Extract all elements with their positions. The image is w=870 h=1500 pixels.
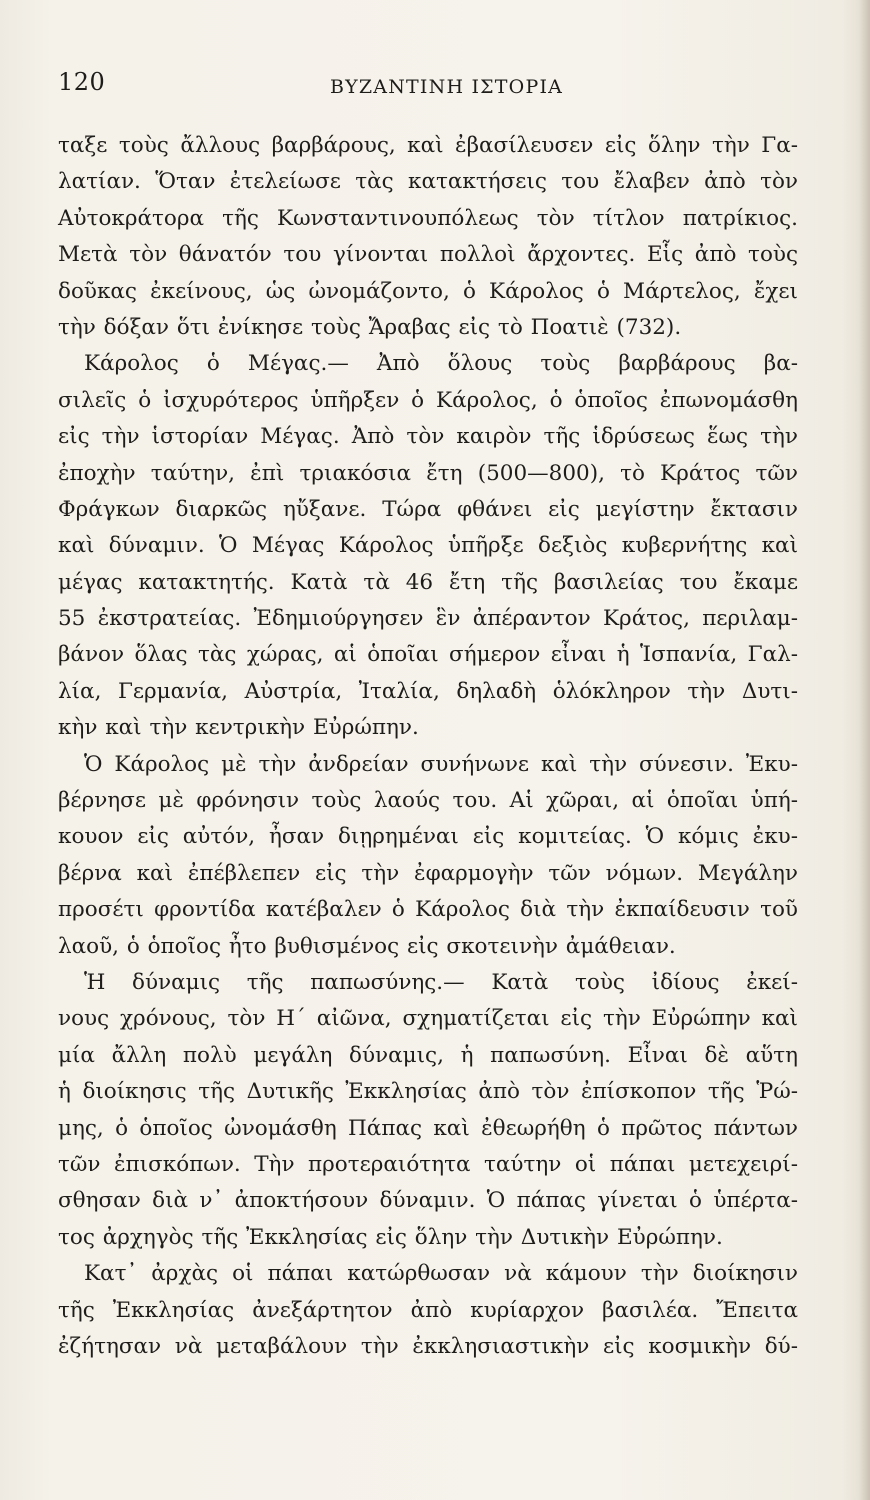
text-line: Κατ᾽ ἀρχὰς οἱ πάπαι κατώρθωσαν νὰ κάμουν τὴν διοίκησιν [84,1261,798,1287]
running-title: ΒΥΖΑΝΤΙΝΗ ΙΣΤΟΡΙΑ [330,76,564,98]
text-line: ἡ διοίκησις τῆς Δυτικῆς Ἐκκλησίας ἀπὸ τὸν ἐπίσκοπον τῆς Ῥώ- [58,1079,798,1105]
text-line: καὶ δύναμιν. Ὁ Μέγας Κάρολος ὑπῆρξε δεξιὸς κυβερνήτης καὶ [58,533,798,559]
text-line: τος ἀρχηγὸς τῆς Ἐκκλησίας εἰς ὅλην τὴν Δυτικὴν Εὐρώπην. [58,1224,723,1250]
text-line: προσέτι φροντίδα κατέβαλεν ὁ Κάρολος διὰ τὴν ἐκπαίδευσιν τοῦ [58,897,798,923]
text-line: 55 ἐκστρατείας. Ἐδημιούργησεν ἓν ἀπέραντον Κράτος, περιλαμ- [58,606,798,632]
text-line: ἐποχὴν ταύτην, ἐπὶ τριακόσια ἔτη (500—800), τὸ Κράτος τῶν [58,460,798,486]
text-line: τῶν ἐπισκόπων. Τὴν προτεραιότητα ταύτην οἱ πάπαι μετεχειρί- [58,1151,798,1177]
text-line: βέρνα καὶ ἐπέβλεπεν εἰς τὴν ἐφαρμογὴν τῶν νόμων. Μεγάλην [58,860,798,886]
page-edge-shadow [842,0,870,1500]
text-line: Φράγκων διαρκῶς ηὔξανε. Τώρα φθάνει εἰς μεγίστην ἔκτασιν [58,496,798,522]
text-line: δοῦκας ἐκείνους, ὡς ὠνομάζοντο, ὁ Κάρολος ὁ Μάρτελος, ἔχει [58,278,798,304]
text-line: τῆς Ἐκκλησίας ἀνεξάρτητον ἀπὸ κυρίαρχον βασιλέα. Ἔπειτα [58,1297,798,1323]
text-line: μης, ὁ ὁποῖος ὠνομάσθη Πάπας καὶ ἐθεωρήθη ὁ πρῶτος πάντων [58,1115,798,1141]
text-line: μέγας κατακτητής. Κατὰ τὰ 46 ἔτη τῆς βασιλείας του ἔκαμε [58,569,798,595]
text-line: μία ἄλλη πολὺ μεγάλη δύναμις, ἡ παπωσύνη. Εἶναι δὲ αὕτη [58,1042,798,1068]
text-line: Κάρολος ὁ Μέγας.— Ἀπὸ ὅλους τοὺς βαρβάρους βα- [84,351,798,377]
text-line: Μετὰ τὸν θάνατόν του γίνονται πολλοὶ ἄρχοντες. Εἷς ἀπὸ τοὺς [58,242,798,268]
text-line: σθησαν διὰ ν᾽ ἀποκτήσουν δύναμιν. Ὁ πάπας γίνεται ὁ ὑπέρτα- [58,1188,798,1214]
text-line: λία, Γερμανία, Αὐστρία, Ἰταλία, δηλαδὴ ὁλόκληρον τὴν Δυτι- [58,678,798,704]
text-line: τὴν δόξαν ὅτι ἐνίκησε τοὺς Ἄραβας εἰς τὸ Ποατιὲ (732). [58,314,682,340]
text-line: νους χρόνους, τὸν Η´ αἰῶνα, σχηματίζεται εἰς τὴν Εὐρώπην καὶ [58,1006,798,1032]
text-line: σιλεῖς ὁ ἰσχυρότερος ὑπῆρξεν ὁ Κάρολος, ὁ ὁποῖος ἐπωνομάσθη [58,387,798,413]
text-line: κουον εἰς αὐτόν, ἦσαν διῃρημέναι εἰς κομιτείας. Ὁ κόμις ἐκυ- [58,824,798,850]
text-line: κὴν καὶ τὴν κεντρικὴν Εὐρώπην. [58,715,419,741]
text-line: λαοῦ, ὁ ὁποῖος ἦτο βυθισμένος εἰς σκοτεινὴν ἀμάθειαν. [58,933,676,959]
text-line: Ἡ δύναμις τῆς παπωσύνης.— Κατὰ τοὺς ἰδίους ἐκεί- [84,969,798,995]
page-header [58,68,798,108]
text-line: Αὐτοκράτορα τῆς Κωνσταντινουπόλεως τὸν τίτλον πατρίκιος. [58,205,798,231]
text-line: Ὁ Κάρολος μὲ τὴν ἀνδρείαν συνήνωνε καὶ τὴν σύνεσιν. Ἐκυ- [84,751,798,777]
page-number: 120 [58,68,106,96]
body-text [58,128,798,1365]
text-line: βάνον ὅλας τὰς χώρας, αἱ ὁποῖαι σήμερον εἶναι ἡ Ἱσπανία, Γαλ- [58,642,798,668]
text-line: ταξε τοὺς ἄλλους βαρβάρους, καὶ ἐβασίλευσεν εἰς ὅλην τὴν Γα- [58,133,798,158]
text-line: λατίαν. Ὅταν ἐτελείωσε τὰς κατακτήσεις του ἔλαβεν ἀπὸ τὸν [58,169,798,195]
text-line: ἐζήτησαν νὰ μεταβάλουν τὴν ἐκκλησιαστικὴν εἰς κοσμικὴν δύ- [58,1333,798,1359]
text-line: βέρνησε μὲ φρόνησιν τοὺς λαούς του. Αἱ χῶραι, αἱ ὁποῖαι ὑπή- [58,788,798,814]
text-line: εἰς τὴν ἱστορίαν Μέγας. Ἀπὸ τὸν καιρὸν τῆς ἱδρύσεως ἕως τὴν [58,424,798,450]
